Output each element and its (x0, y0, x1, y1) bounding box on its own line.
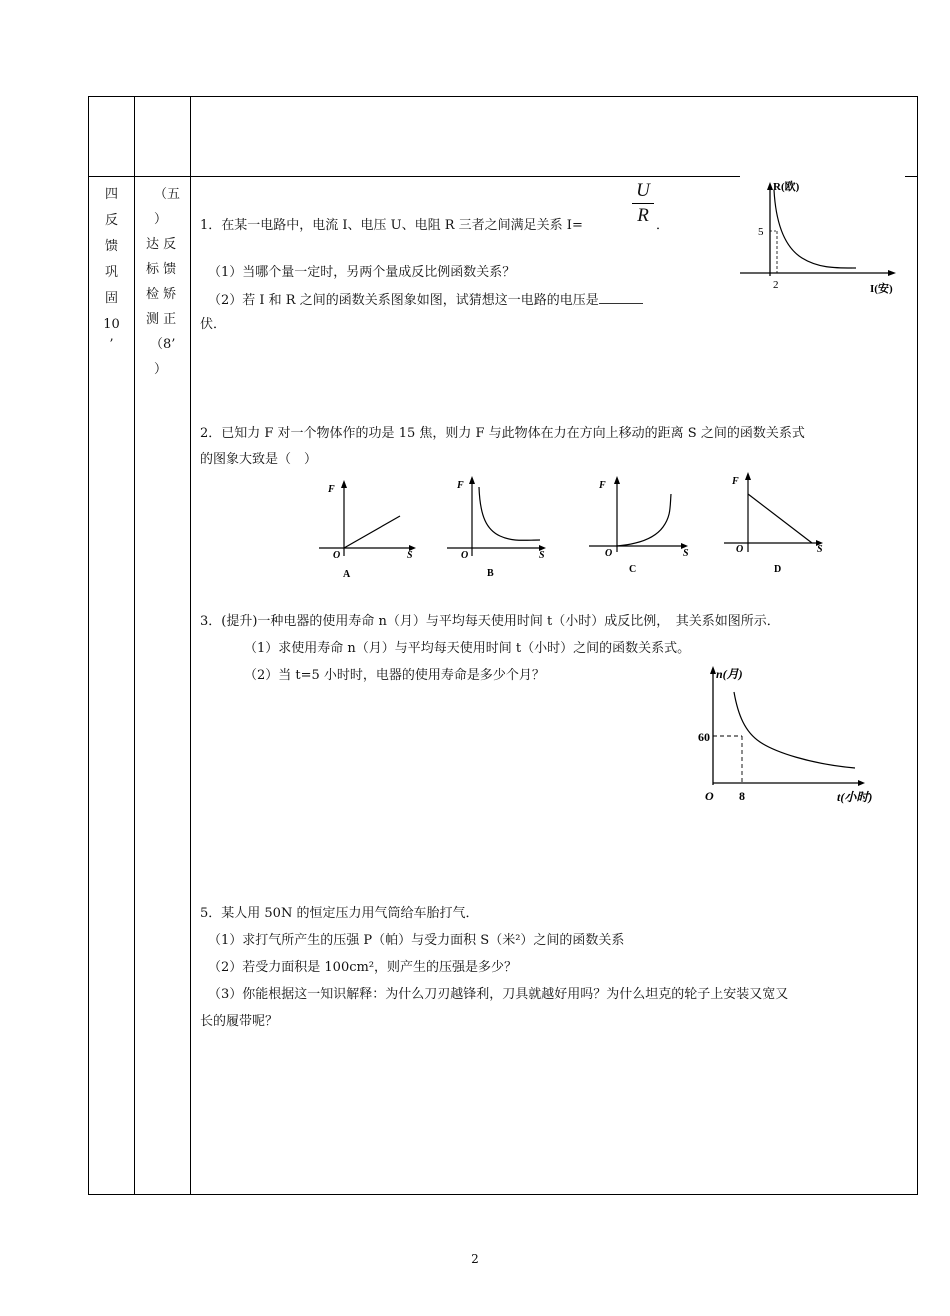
page-number: 2 (471, 1252, 479, 1266)
x-tick-label: 8 (739, 789, 745, 803)
section-char: 固 (104, 291, 118, 306)
q2-option-a (315, 476, 425, 581)
q1-text: 1．在某一电路中，电流 I、电压 U、电阻 R 三者之间满足关系 I= (200, 218, 583, 233)
section-label (89, 182, 134, 352)
q2-line2: 的图象大致是（ ） (200, 452, 318, 467)
q5-sub3a: （3）你能根据这一知识解释：为什么刀刃越锋利，刀具就越好用吗？为什么坦克的轮子上安装又宽又 (208, 987, 789, 1002)
q1-fraction (630, 180, 656, 227)
stage-label (140, 182, 190, 382)
origin-label: O (736, 544, 744, 555)
q3-graph (700, 660, 885, 808)
x-axis-label: I(安) (870, 283, 893, 295)
stage-line: ） (154, 212, 168, 227)
table-col-divider-1 (134, 96, 135, 1195)
q1-sub2 (208, 291, 643, 309)
x-axis-arrow (888, 270, 896, 276)
q1-graph (740, 176, 910, 301)
axis-label-f: F (328, 484, 335, 495)
q1-sub2-text: （2）若 I 和 R 之间的函数关系图象如图，试猜想这一电路的电压是 (208, 293, 599, 308)
table-border-bottom (88, 1194, 918, 1195)
x-axis-arrow (858, 780, 865, 786)
section-char: 反 (104, 213, 118, 228)
hyperbola-graph (479, 487, 540, 540)
stage-line: ） (154, 362, 168, 377)
option-label: D (774, 564, 782, 575)
q3-sub1: （1）求使用寿命 n（月）与平均每天使用时间 t（小时）之间的函数关系式。 (244, 641, 691, 656)
axis-label-f: F (732, 476, 739, 487)
x-tick-label: 2 (773, 279, 779, 291)
stage-line: 测 正 (146, 312, 177, 327)
y-tick-label: 5 (758, 226, 764, 238)
stage-line: （五 (154, 187, 181, 202)
axis-label-s: S (539, 550, 545, 561)
y-axis-label: R(欧) (773, 181, 800, 193)
table-border-top (88, 96, 918, 97)
option-label: C (629, 564, 637, 575)
exponential-graph (617, 494, 671, 546)
fraction-numerator: U (636, 180, 650, 201)
stage-line: 标 馈 (146, 262, 177, 277)
origin-label: O (705, 789, 714, 803)
q1-stem (200, 218, 583, 234)
stage-line: 达 反 (146, 237, 177, 252)
q2-option-c (585, 472, 695, 577)
q1-period: ． (656, 218, 670, 233)
axis-label-s: S (817, 544, 823, 555)
answer-blank (599, 291, 643, 304)
origin-label: O (461, 550, 469, 561)
q5-line1: 5．某人用 50N 的恒定压力用气筒给车胎打气． (200, 906, 479, 921)
hyperbola-curve (734, 692, 855, 768)
origin-label: O (605, 548, 613, 559)
q3-sub2: （2）当 t=5 小时时，电器的使用寿命是多少个月？ (244, 668, 545, 683)
q2-option-d (720, 468, 835, 577)
y-tick-label: 60 (698, 730, 710, 744)
linear-graph (344, 516, 400, 548)
fraction-bar (632, 203, 654, 204)
section-char: 四 (104, 187, 118, 202)
x-axis-label: t(小时) (837, 790, 873, 804)
section-char: 巩 (104, 265, 118, 280)
table-row-divider (88, 176, 740, 177)
fraction-denominator: R (637, 205, 649, 226)
axis-label-f: F (457, 480, 464, 491)
y-axis-label: n(月) (716, 667, 743, 681)
option-label: B (487, 568, 494, 579)
q5-sub3b: 长的履带呢？ (200, 1014, 279, 1029)
q3-line1: 3．(提升)一种电器的使用寿命 n（月）与平均每天使用时间 t（小时）成反比例， 其关系如图所示． (200, 614, 780, 629)
hyperbola-curve (774, 190, 852, 268)
option-label: A (343, 569, 351, 580)
axis-label-s: S (683, 548, 689, 559)
axis-label-f: F (599, 480, 606, 491)
q2-line1: 2．已知力 F 对一个物体作的功是 15 焦，则力 F 与此物体在力在方向上移动的距离 S 之间的函数关系式 (200, 426, 805, 441)
q1-sub1: （1）当哪个量一定时，另两个量成反比例函数关系？ (208, 265, 516, 280)
section-char: ’ (109, 337, 114, 352)
q5-sub2: （2）若受力面积是 100cm²，则产生的压强是多少？ (208, 960, 518, 975)
axis-label-s: S (407, 550, 413, 561)
table-border-right (917, 96, 918, 1195)
decreasing-line-graph (748, 494, 812, 543)
origin-label: O (333, 550, 341, 561)
q1-sub2-end: 伏． (200, 317, 227, 332)
stage-line: 检 矫 (146, 287, 177, 302)
q5-sub1: （1）求打气所产生的压强 P（帕）与受力面积 S（米²）之间的函数关系 (208, 933, 625, 948)
stage-line: （8’ (150, 337, 176, 352)
q2-option-b (445, 472, 555, 581)
section-char: 馈 (104, 239, 118, 254)
table-col-divider-2 (190, 96, 191, 1195)
section-char: 10 (103, 317, 120, 332)
